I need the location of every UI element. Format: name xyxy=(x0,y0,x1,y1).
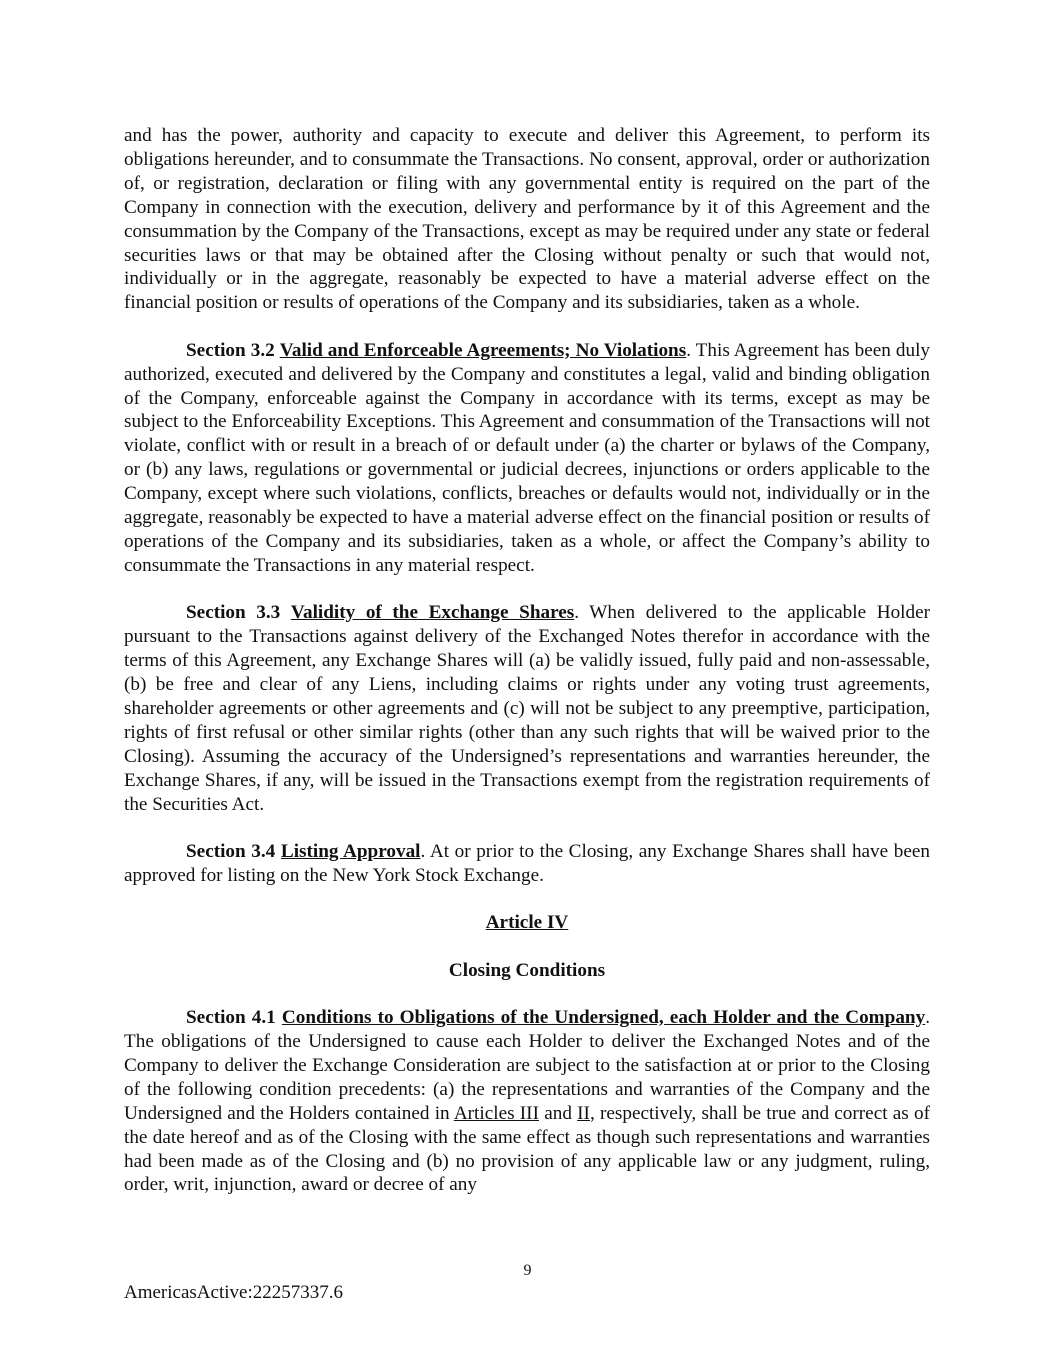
section-3-2-number: Section 3.2 xyxy=(186,339,275,361)
section-4-1 xyxy=(124,1006,930,1197)
section-4-1-body-1: . The obligations of the Undersigned to cause each Holder to deliver the Exchanged Notes and of the Company to deliver the Exchange Consideration are subject to the satisfaction at or prior to the Closing of the following condition precedents: (a) the representations and warranties of the Company and the Undersigned and the Holders contained in xyxy=(124,1007,930,1124)
section-3-3 xyxy=(124,601,930,816)
document-page xyxy=(124,124,930,1197)
section-3-3-number: Section 3.3 xyxy=(186,602,281,624)
section-4-1-title: Conditions to Obligations of the Undersigned, each Holder and the Company xyxy=(281,1007,926,1029)
article-subtitle: Closing Conditions xyxy=(448,959,606,981)
section-3-3-body: . When delivered to the applicable Holder pursuant to the Transactions against delivery of the Exchanged Notes therefor in accordance with the terms of this Agreement, any Exchange Shares will (a) be validly issued, fully paid and non-assessable, (b) be free and clear of any Liens, including claims or rights under any voting trust agreements, shareholder agreements or other agreements and (c) will not be subject to any preemptive, participation, rights of first refusal or other similar rights (other than any such rights that will be waived prior to the Closing). Assuming the accuracy of the Undersigned’s representations and warranties hereunder, the Exchange Shares, if any, will be issued in the Transactions exempt from the registration requirements of the Securities Act. xyxy=(124,602,930,815)
article-title-text: Article IV xyxy=(485,912,569,934)
article-title xyxy=(124,911,930,935)
article-ii-reference: II xyxy=(577,1102,590,1124)
section-3-4 xyxy=(124,840,930,888)
intro-paragraph: and has the power, authority and capacity to execute and deliver this Agreement, to perform its obligations hereunder, and to consummate the Transactions. No consent, approval, order or authorization of, or registration, declaration or filing with any governmental entity is required on the part of the Company in connection with the execution, delivery and performance by it of this Agreement and the consummation by the Company of the Transactions, except as may be required under any state or federal securities laws or that may be obtained after the Closing without penalty or such that would not, individually or in the aggregate, reasonably be expected to have a material adverse effect on the financial position or results of operations of the Company and its subsidiaries, taken as a whole. xyxy=(124,125,930,314)
articles-iii-reference: Articles III xyxy=(453,1102,539,1124)
section-3-4-number: Section 3.4 xyxy=(186,840,276,862)
section-3-2-body: . This Agreement has been duly authorized, executed and delivered by the Company and constitutes a legal, valid and binding obligation of the Company, enforceable against the Company in accordance with its terms, except as may be subject to the Enforceability Exceptions. This Agreement and consummation of the Transactions will not violate, conflict with or result in a breach of or default under (a) the charter or bylaws of the Company, or (b) any laws, regulations or governmental or judicial decrees, injunctions or orders applicable to the Company, except where such violations, conflicts, breaches or defaults would not, individually or in the aggregate, reasonably be expected to have a material adverse effect on the financial position or results of operations of the Company and its subsidiaries, taken as a whole, or affect the Company’s ability to consummate the Transactions in any material respect. xyxy=(124,339,930,576)
section-3-2 xyxy=(124,339,930,578)
section-3-2-title: Valid and Enforceable Agreements; No Violations xyxy=(279,339,687,361)
section-4-1-number: Section 4.1 xyxy=(186,1007,276,1029)
document-id: AmericasActive:22257337.6 xyxy=(124,1282,343,1303)
section-4-1-and: and xyxy=(538,1102,578,1124)
section-3-4-body: . At or prior to the Closing, any Exchange Shares shall have been approved for listing on the New York Stock Exchange. xyxy=(124,840,930,886)
section-3-3-title: Validity of the Exchange Shares xyxy=(290,602,575,624)
section-4-1-body-2: , respectively, shall be true and correct as of the date hereof and as of the Closing with the same effect as though such representations and warranties had been made as of the Closing and (b) no provision of any applicable law or any judgment, ruling, order, writ, injunction, award or decree of any xyxy=(124,1102,930,1196)
page-number: 9 xyxy=(523,1262,532,1279)
section-3-4-title: Listing Approval xyxy=(280,840,421,862)
